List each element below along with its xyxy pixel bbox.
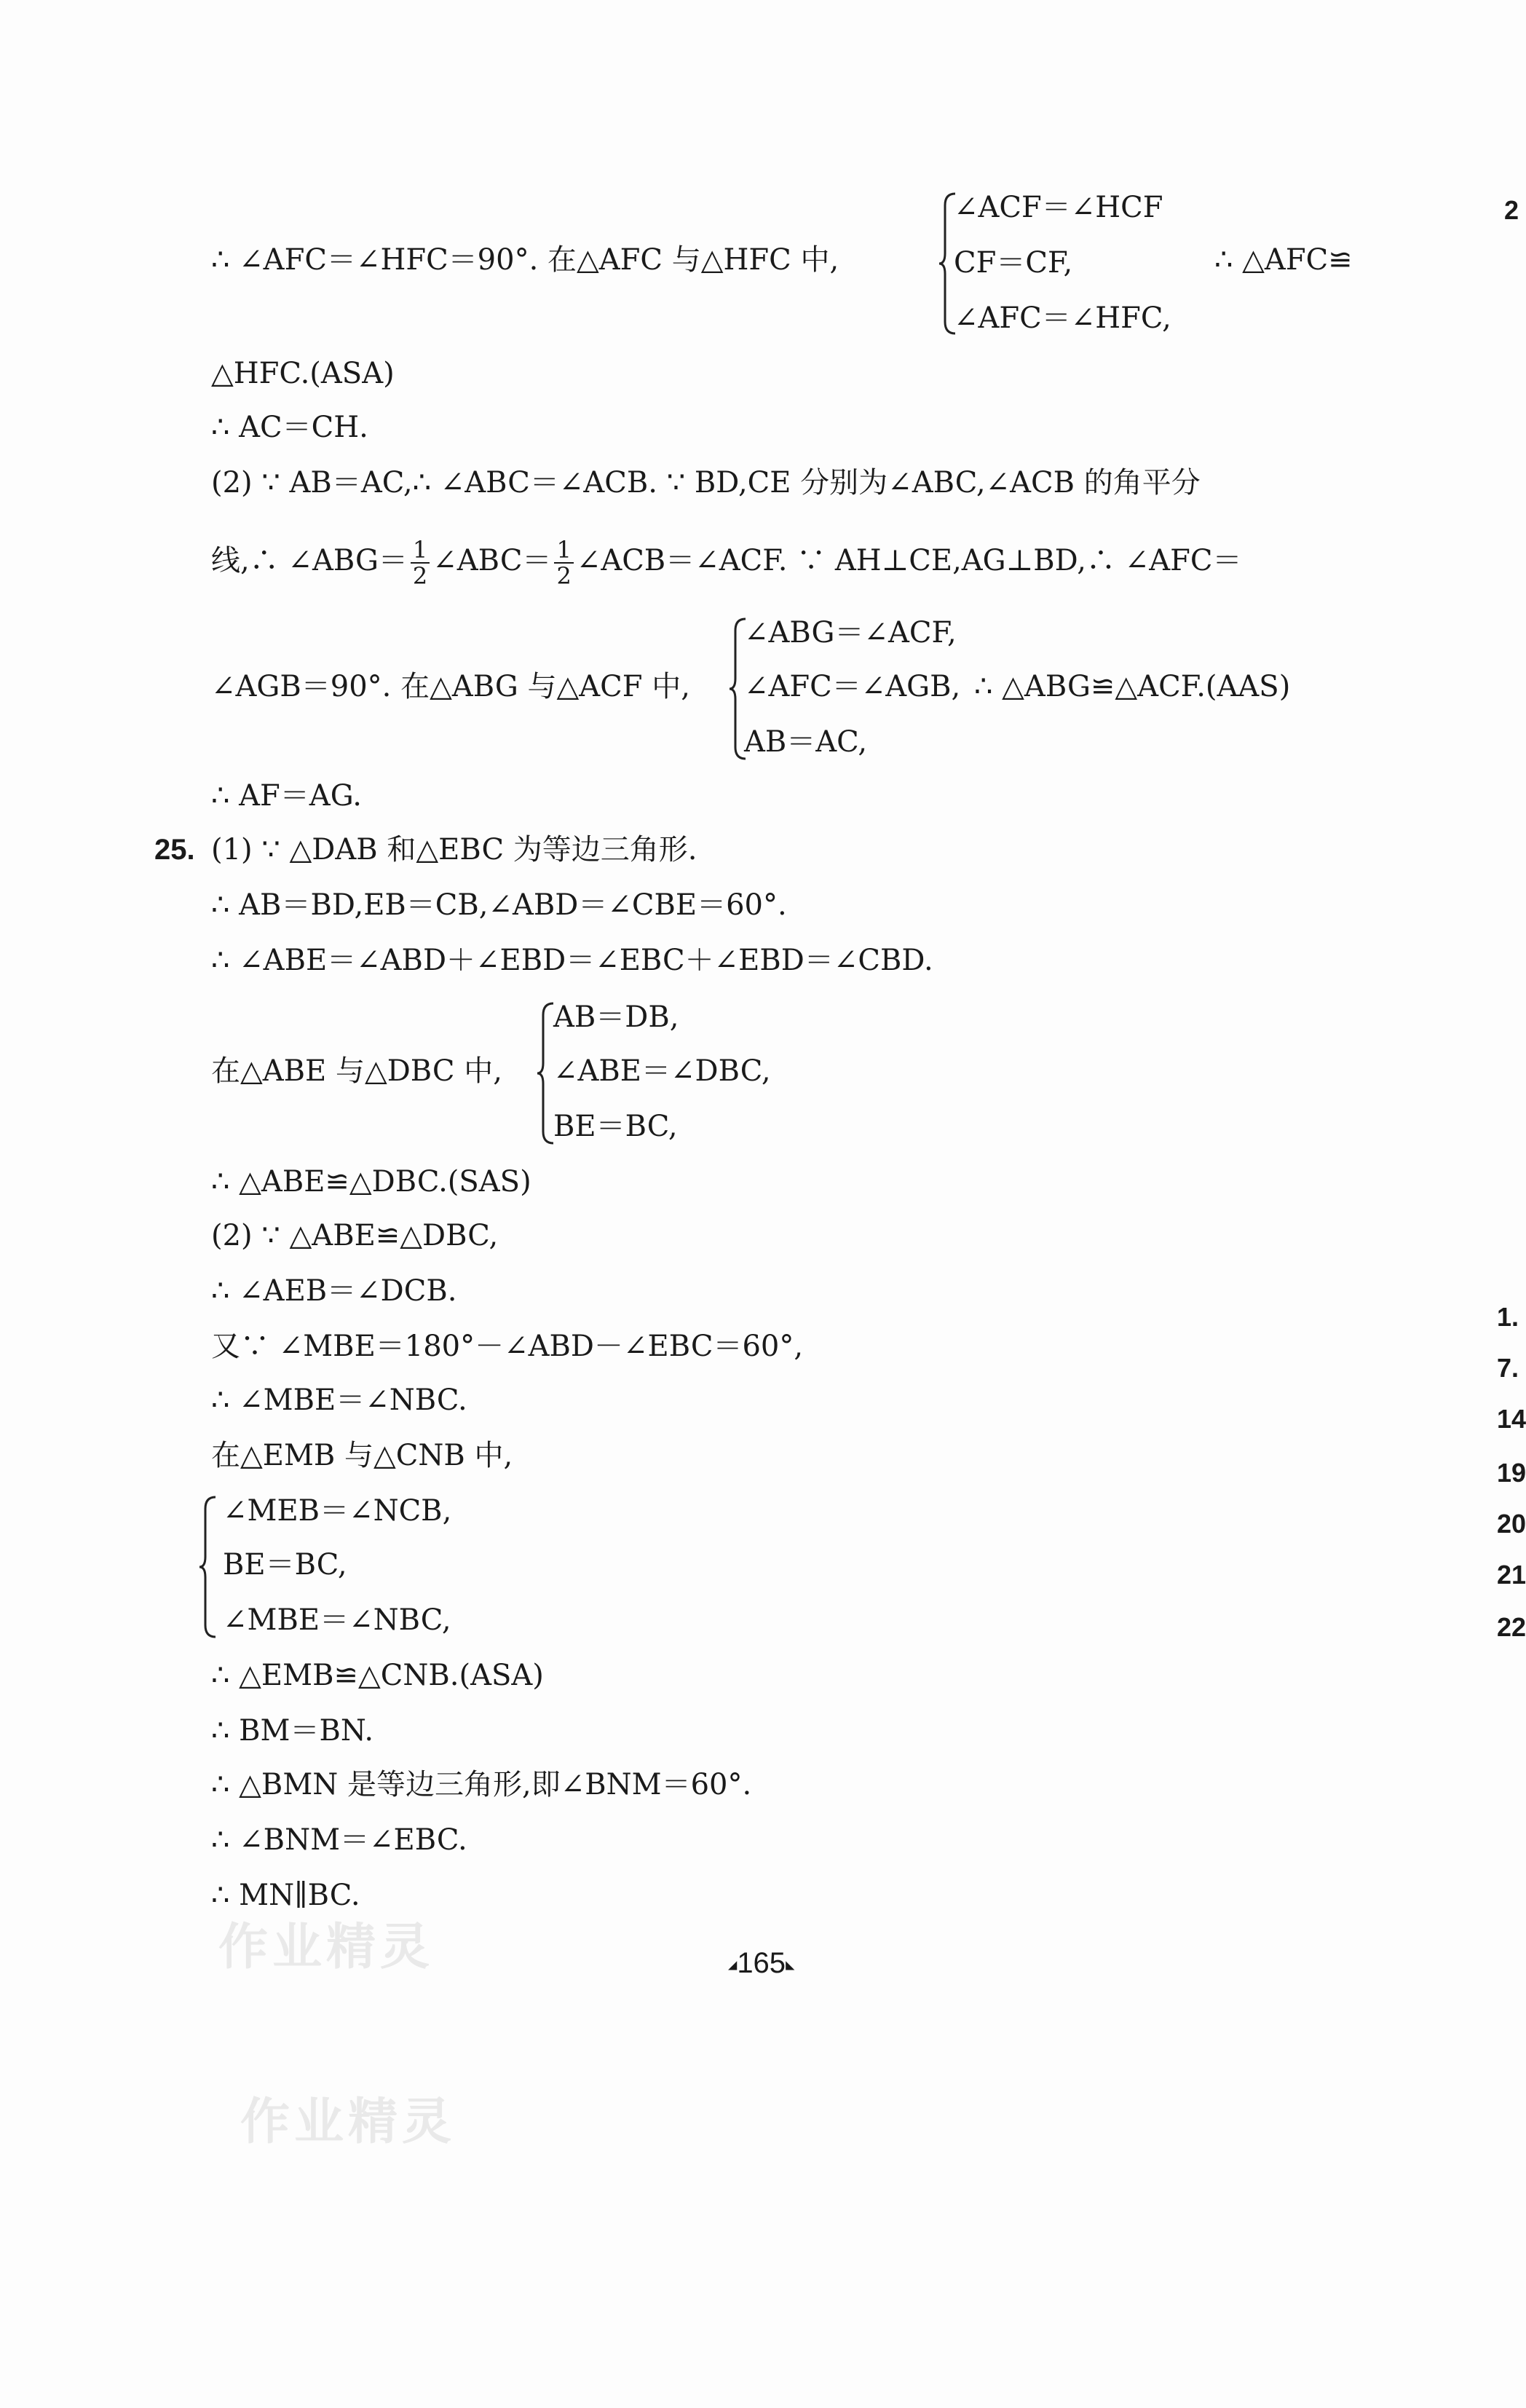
line-19: ∴ BM＝BN. [211,1714,374,1748]
brace-3-row-1: AB＝DB, [553,1000,679,1034]
brace-1-row-3: ∠AFC＝∠HFC, [954,301,1171,335]
line-5-part-a: 线,∴ ∠ABG＝ [211,544,408,577]
line-4: (2) ∵ AB＝AC,∴ ∠ABC＝∠ACB. ∵ BD,CE 分别为∠ABC,∠ACB 的角平分 [211,466,1201,500]
line-12: ∴ △ABE≌△DBC.(SAS) [211,1165,531,1199]
line-11: 在△ABE 与△DBC 中, [211,1054,502,1088]
brace-4 [198,1494,218,1640]
line-1-right: ∴ △AFC≌ [1214,243,1353,277]
line-6-left: ∠AGB＝90°. 在△ABG 与△ACF 中, [211,670,690,703]
line-10: ∴ ∠ABE＝∠ABD＋∠EBD＝∠EBC＋∠EBD＝∠CBD. [211,944,933,977]
edge-label-5: 19 [1497,1458,1526,1488]
watermark-text-1: 作业精灵 [218,1919,435,1976]
watermark-text-2: 作业精灵 [240,2093,456,2151]
line-13: (2) ∵ △ABE≌△DBC, [211,1219,499,1252]
line-2: △HFC.(ASA) [211,357,395,390]
line-3: ∴ AC＝CH. [211,411,368,444]
line-5-part-b: ∠ABC＝ [432,544,552,577]
edge-label-8: 22 [1497,1612,1526,1642]
fraction-num-1: 1 [411,537,430,564]
fraction-half-1 [411,537,430,588]
brace-1-row-2: CF＝CF, [954,246,1073,280]
edge-label-4: 14 [1497,1404,1526,1434]
line-20: ∴ △BMN 是等边三角形,即∠BNM＝60°. [211,1768,752,1801]
edge-label-3: 7. [1497,1353,1519,1383]
question-number-25: 25. [154,834,195,866]
brace-4-row-1: ∠MEB＝∠NCB, [223,1494,452,1528]
brace-2-row-1: ∠ABG＝∠ACF, [744,616,957,650]
edge-label-1: 2 [1504,195,1519,225]
line-5-part-c: ∠ACB＝∠ACF. ∵ AH⊥CE,AG⊥BD,∴ ∠AFC＝ [576,544,1242,577]
line-16: ∴ ∠MBE＝∠NBC. [211,1383,467,1417]
fraction-den-2: 2 [556,562,572,590]
brace-2-row-3: AB＝AC, [744,725,868,759]
line-5 [211,537,1241,588]
page-number-left-mark: ◢ [728,1959,738,1972]
edge-label-6: 20 [1497,1509,1526,1539]
page-number-right-mark: ◣ [786,1959,795,1972]
fraction-half-2 [554,537,573,588]
brace-3-row-2: ∠ABE＝∠DBC, [553,1054,771,1088]
line-15: 又∵ ∠MBE＝180°－∠ABD－∠EBC＝60°, [211,1330,804,1363]
page-number [728,1947,794,1980]
brace-4-row-2: BE＝BC, [223,1548,347,1582]
line-14: ∴ ∠AEB＝∠DCB. [211,1274,457,1308]
line-1-left: ∴ ∠AFC＝∠HFC＝90°. 在△AFC 与△HFC 中, [211,243,839,277]
fraction-den-1: 2 [412,562,428,590]
brace-4-row-3: ∠MBE＝∠NBC, [223,1603,451,1637]
line-21: ∴ ∠BNM＝∠EBC. [211,1823,467,1857]
line-6-right: ∴ △ABG≌△ACF.(AAS) [974,670,1291,703]
line-8: (1) ∵ △DAB 和△EBC 为等边三角形. [211,833,697,867]
line-22: ∴ MN∥BC. [211,1879,360,1912]
fraction-num-2: 1 [554,537,573,564]
edge-label-7: 21 [1497,1560,1526,1590]
brace-1-row-1: ∠ACF＝∠HCF [954,191,1163,224]
page-number-text: 165 [737,1947,786,1979]
brace-2-row-2: ∠AFC＝∠AGB, [744,670,961,703]
line-7: ∴ AF＝AG. [211,779,362,813]
line-18: ∴ △EMB≌△CNB.(ASA) [211,1659,544,1692]
line-9: ∴ AB＝BD,EB＝CB,∠ABD＝∠CBE＝60°. [211,888,787,922]
edge-label-2: 1. [1497,1302,1519,1332]
line-17: 在△EMB 与△CNB 中, [211,1439,513,1472]
brace-3-row-3: BE＝BC, [553,1110,678,1143]
